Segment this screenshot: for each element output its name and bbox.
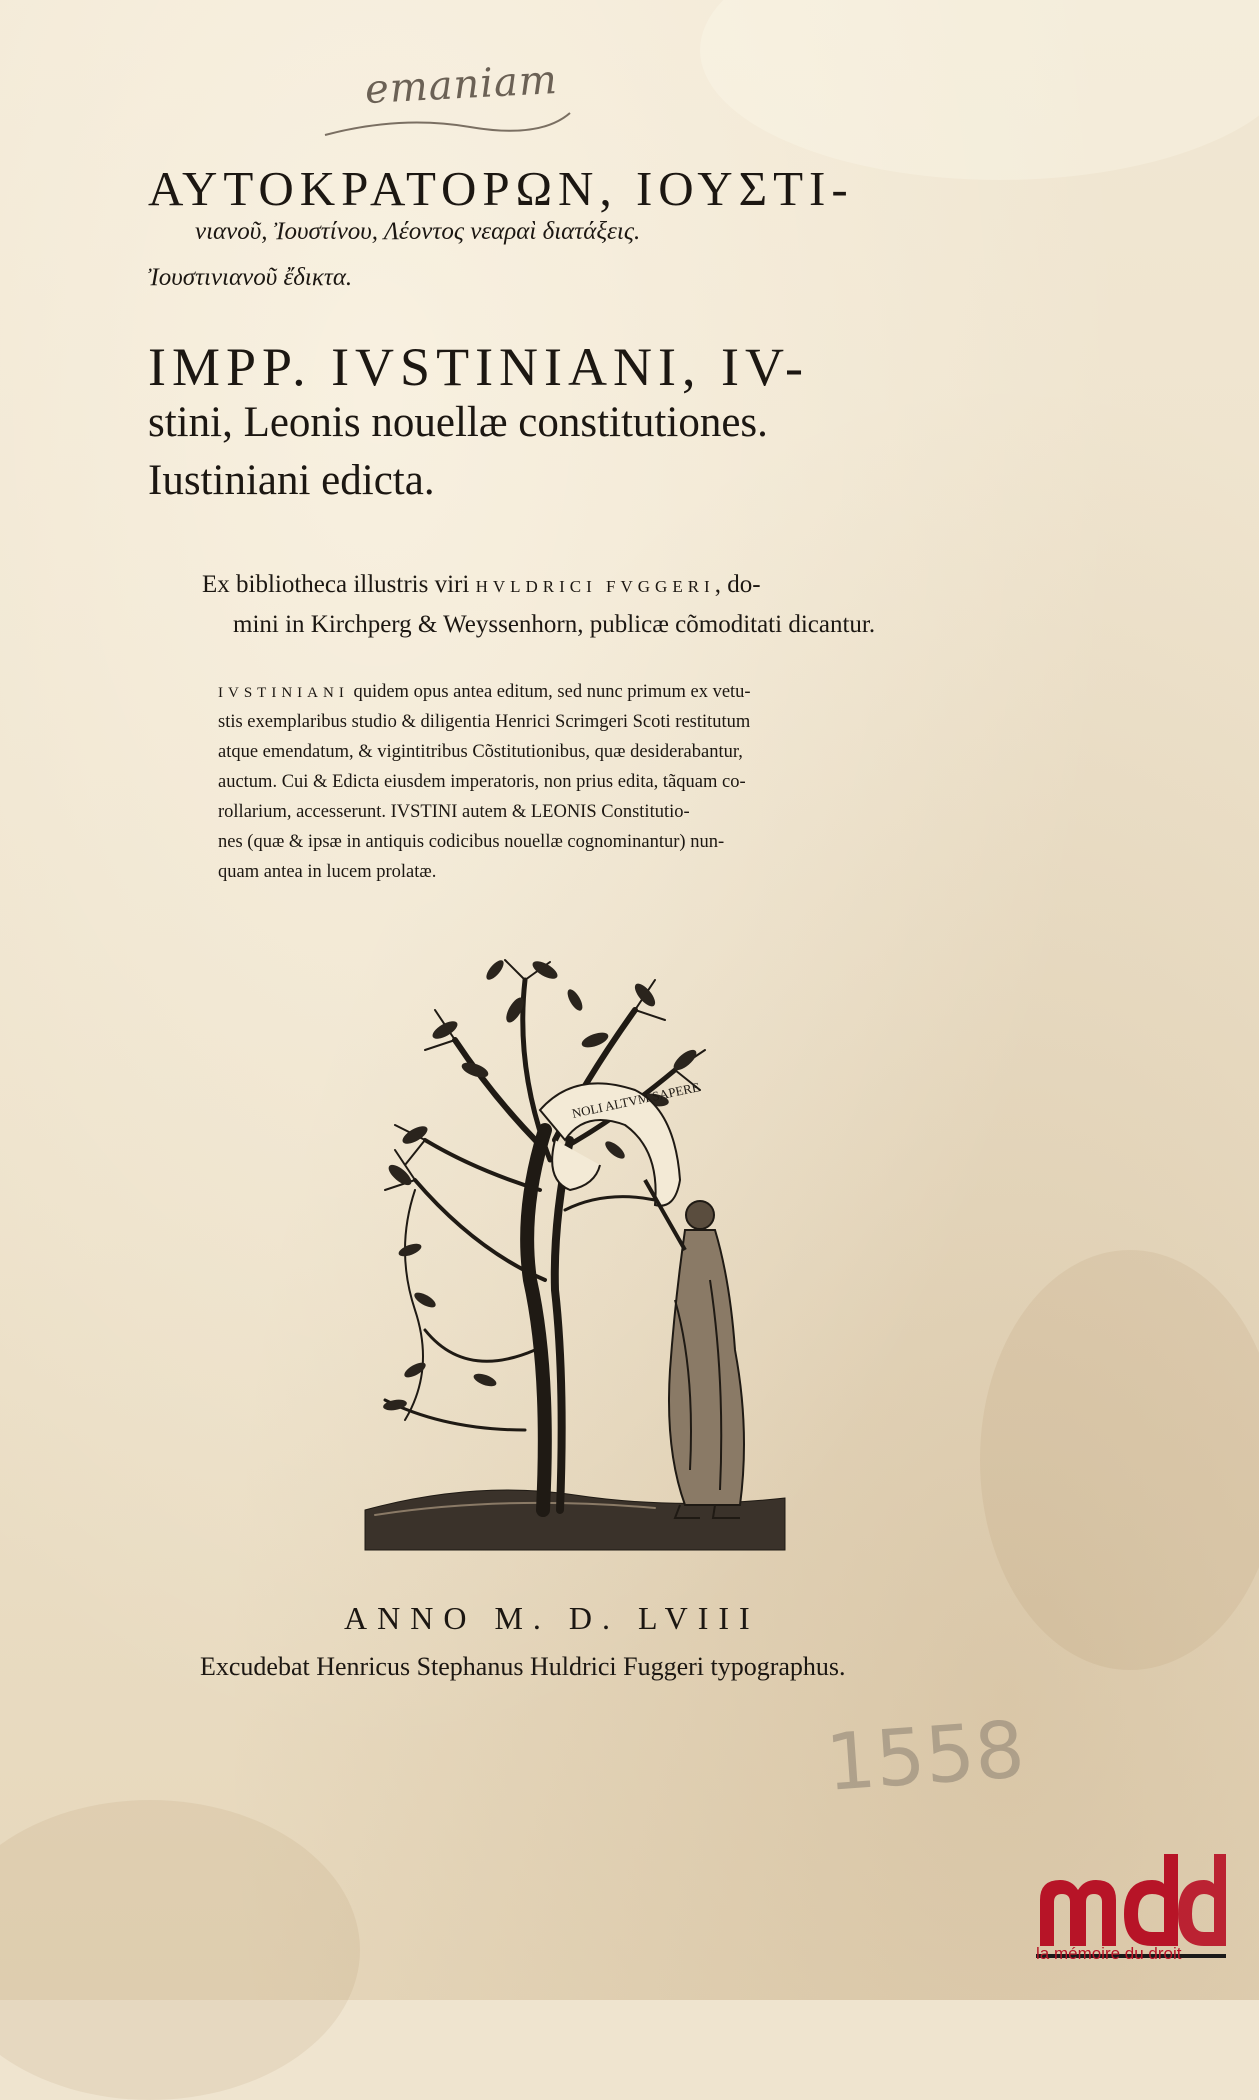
description-line: stis exemplaribus studio & diligentia Henrici Scrimgeri Scoti restitutum [218,712,751,732]
greek-title-line-1: ΑΥΤΟΚΡΑΤΟΡΩΝ, ΙΟΥΣΤΙ- [148,161,854,216]
provenance-post: , do- [714,571,761,598]
description-line: auctum. Cui & Edicta eiusdem imperatoris, non prius edita, tãquam co- [218,772,746,792]
logo-tagline: la mémoire du droit [1036,1944,1182,1963]
latin-title-line-2: stini, Leonis nouellæ constitutiones. [148,399,768,446]
description-caps: IVSTINIANI [218,685,349,701]
description-line: quam antea in lucem prolatæ. [218,862,437,882]
handwritten-note: emaniam [363,56,559,114]
printers-device-woodcut [355,950,795,1560]
imprint-printer: Excudebat Henricus Stephanus Huldrici Fuggeri typographus. [200,1652,846,1681]
description-line: nes (quæ & ipsæ in antiquis codicibus nouellæ cognominantur) nun- [218,832,725,852]
provenance-name: HVLDRICI FVGGERI [475,577,715,596]
greek-title-line-2: νιανοῦ, Ἰουστίνου, Λέοντος νεαραὶ διατάξεις. [195,218,641,245]
greek-title-line-3: Ἰουστινιανοῦ ἔδικτα. [148,264,353,291]
provenance-line-1 [202,571,761,599]
description-text: quidem opus antea editum, sed nunc primum ex vetu- [348,682,751,702]
paper-stain [700,0,1259,180]
pencil-date-note: 1558 [823,1705,1028,1809]
description-line [218,682,751,703]
latin-title-line-1: IMPP. IVSTINIANI, IV- [148,337,810,397]
latin-title-line-3: Iustiniani edicta. [148,457,435,504]
paper-stain [0,1800,360,2100]
banderole-motto: NOLI ALTVM SAPERE [570,1079,702,1121]
handwritten-underline [320,105,580,145]
description-line: rollarium, accesserunt. IVSTINI autem & LEONIS Constitutio- [218,802,690,822]
provenance-line-2: mini in Kirchperg & Weyssenhorn, publicæ cõmoditati dicantur. [233,611,876,638]
provenance-pre: Ex bibliotheca illustris viri [202,571,470,598]
imprint-year: ANNO M. D. LVIII [344,1600,760,1636]
description-line: atque emendatum, & vigintitribus Cõstitutionibus, quæ desiderabantur, [218,742,743,762]
paper-stain [980,1250,1259,1670]
